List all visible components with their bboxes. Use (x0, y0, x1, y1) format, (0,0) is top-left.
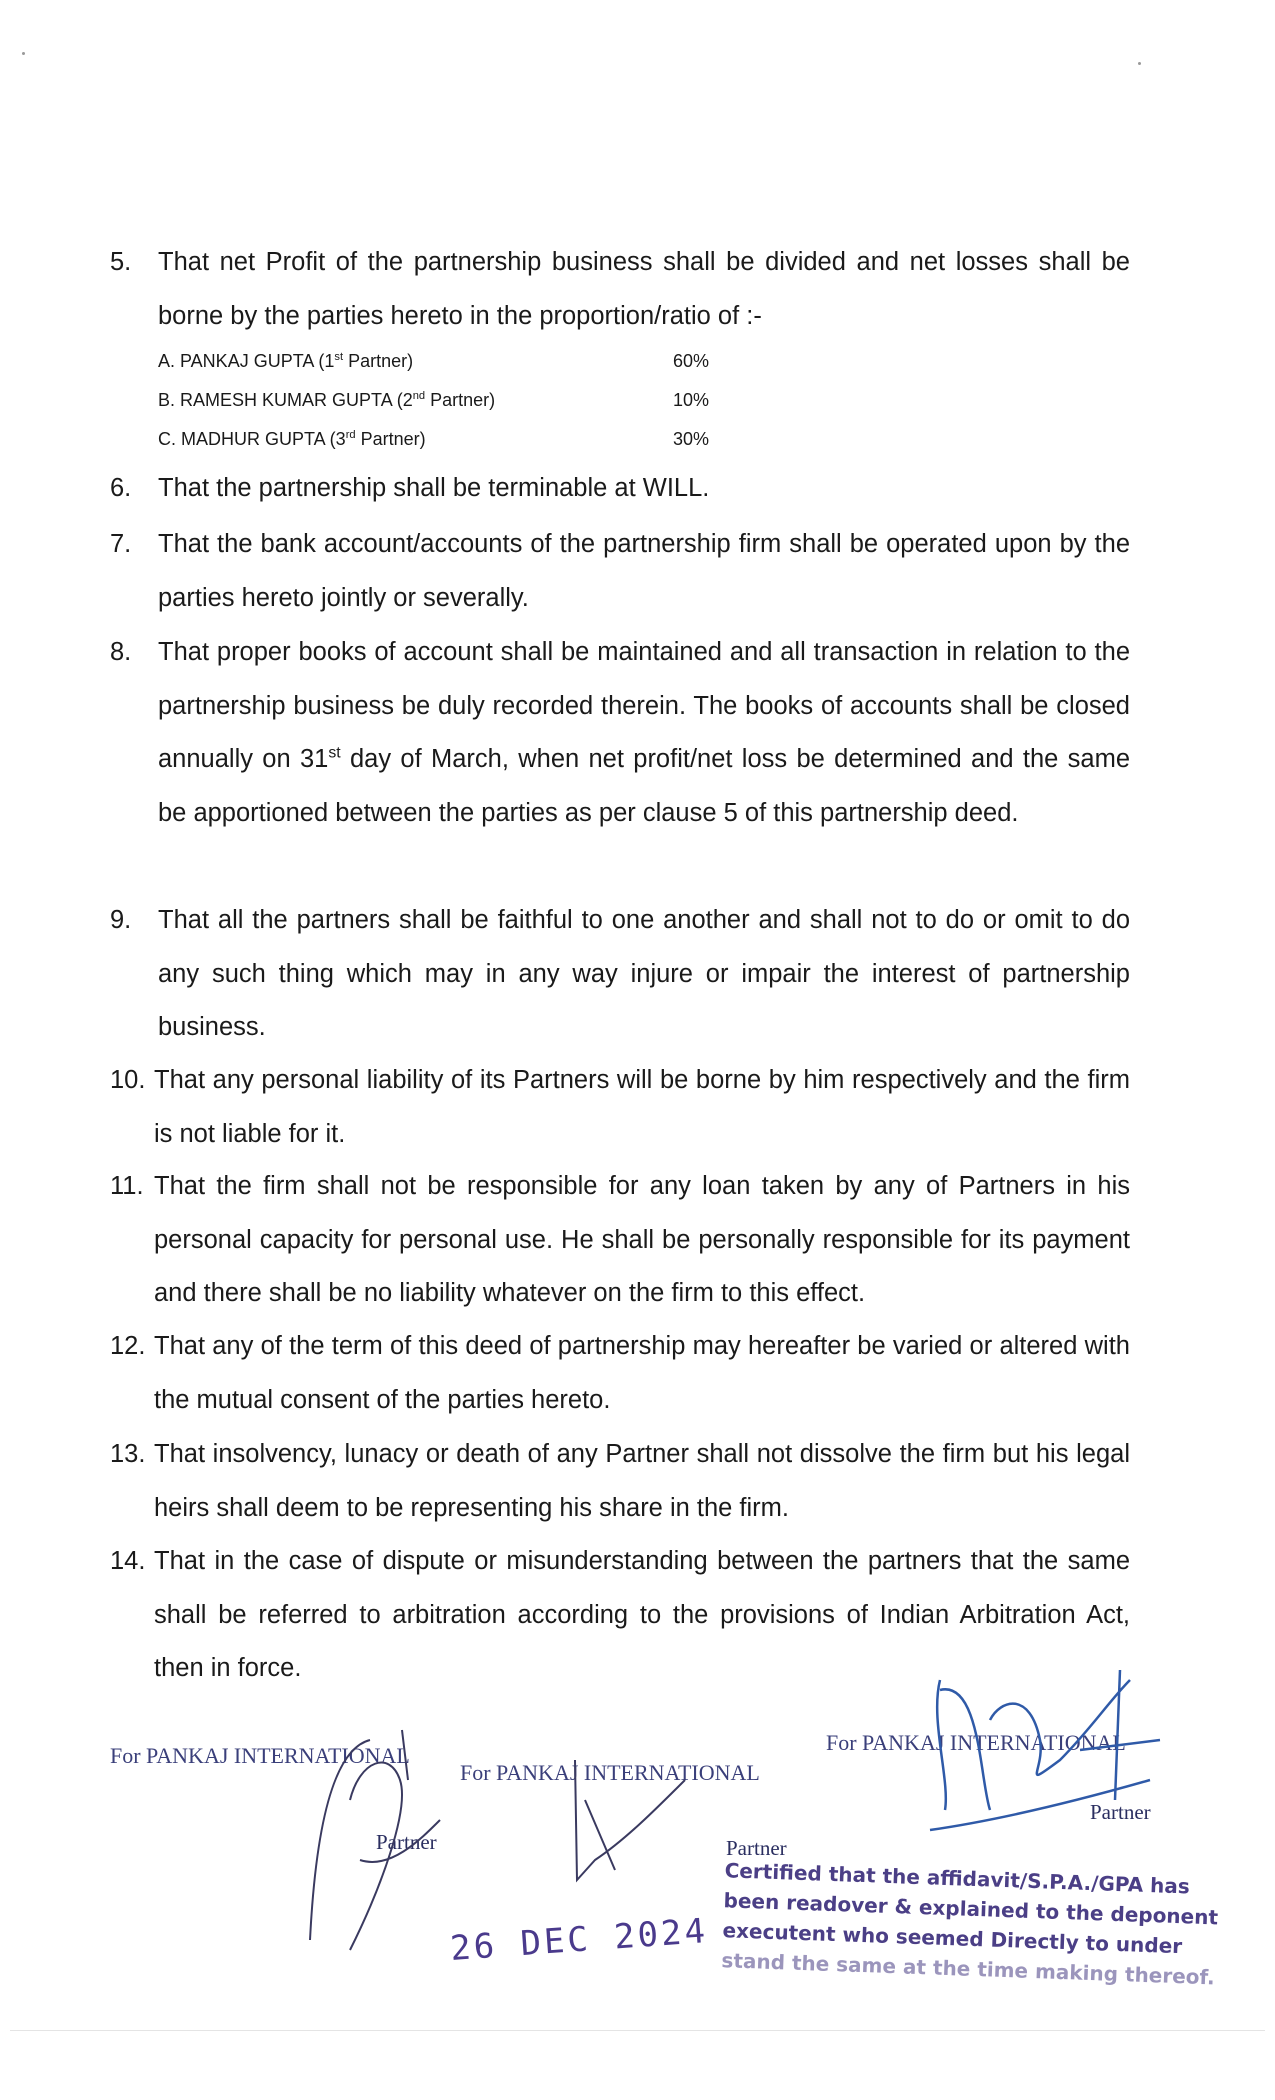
firm-stamp-label: For PANKAJ INTERNATIONAL (110, 1743, 410, 1768)
clause-text: That in the case of dispute or misunderstanding between the partners that the same shall be referred to arbitration according to the provisions of Indian Arbitration Act, then in force. (154, 1547, 1130, 1682)
partner-role: Partner) (343, 351, 414, 371)
signature-partner-1 (290, 1720, 470, 1960)
clause-10 (110, 1054, 1130, 1161)
cert-line: been readover & explained to the deponent (723, 1888, 1219, 1930)
clause-13 (110, 1428, 1130, 1535)
share-percent: 60% (673, 351, 710, 371)
clause-6 (110, 462, 1130, 516)
clause-number: 12. (110, 1332, 146, 1360)
clause-number: 9. (110, 906, 132, 934)
clause-text: That net Profit of the partnership business shall be divided and net losses shall be borne by the parties hereto in the proportion/ratio of :- (158, 248, 1130, 330)
clause-number: 5. (110, 248, 132, 276)
partner-label: Partner (376, 1830, 437, 1854)
clause-number: 7. (110, 530, 132, 558)
cert-line: stand the same at the time making thereof. (721, 1948, 1216, 1990)
stamp-date: 26 DEC 2024 (448, 1911, 710, 1969)
clause-8 (110, 626, 1130, 840)
ordinal-suffix: st (328, 744, 341, 762)
cert-line: Certified that the affidavit/S.P.A./GPA has (724, 1858, 1191, 1899)
scan-speck (22, 52, 25, 55)
partner-name: C. MADHUR GUPTA (3 (158, 429, 346, 449)
share-row-pankaj (158, 346, 718, 376)
partner-role: Partner) (355, 429, 426, 449)
certification-stamp (721, 1855, 1219, 1990)
ordinal-suffix: nd (412, 390, 426, 402)
clause-12 (110, 1320, 1130, 1427)
clause-number: 10. (110, 1066, 146, 1094)
clause-number: 14. (110, 1547, 146, 1575)
share-row-ramesh (158, 385, 718, 415)
clause-text: That any personal liability of its Partners will be borne by him respectively and the firm is not liable for it. (154, 1066, 1130, 1148)
clause-11 (110, 1160, 1130, 1321)
clause-number: 13. (110, 1440, 146, 1468)
clause-text: That any of the term of this deed of partnership may hereafter be varied or altered with the mutual consent of the parties hereto. (154, 1332, 1130, 1414)
partner-role: Partner) (425, 390, 496, 410)
partner-name: A. PANKAJ GUPTA (1 (158, 351, 335, 371)
share-row-madhur (158, 424, 718, 454)
firm-stamp-label: For PANKAJ INTERNATIONAL (460, 1760, 760, 1785)
ordinal-suffix: st (334, 351, 344, 363)
clause-text: That insolvency, lunacy or death of any Partner shall not dissolve the firm but his legal heirs shall deem to be representing his share in the firm. (154, 1440, 1130, 1522)
cert-line: executent who seemed Directly to under (722, 1918, 1183, 1959)
partner-name: B. RAMESH KUMAR GUPTA (2 (158, 390, 413, 410)
clause-text: That the bank account/accounts of the partnership firm shall be operated upon by the parties hereto jointly or severally. (158, 530, 1130, 612)
clause-5 (110, 236, 1130, 343)
clause-text: That all the partners shall be faithful to one another and shall not to do or omit to do any such thing which may in any way injure or impair the interest of partnership business. (158, 906, 1130, 1041)
clause-text: That the firm shall not be responsible for any loan taken by any of Partners in his personal capacity for personal use. He shall be personally responsible for its payment and there shall be no liability whatever on the firm to this effect. (154, 1172, 1130, 1307)
partner-label: Partner (1090, 1800, 1151, 1824)
clause-9 (110, 894, 1130, 1055)
signature-partner-2 (555, 1740, 695, 1890)
clause-text: That proper books of account shall be maintained and all transaction in relation to the partnership business be duly recorded therein. The books of accounts shall be closed annually on 31st day of March, when net profit/net loss be determined and the same be apportioned between the parties as per clause 5 of this partnership deed. (158, 638, 1130, 827)
scan-speck (1138, 62, 1141, 65)
partner-label: Partner (726, 1836, 787, 1860)
page-bottom-edge (10, 2030, 1265, 2031)
share-percent: 10% (673, 390, 710, 410)
clause-7 (110, 518, 1130, 625)
share-percent: 30% (673, 429, 710, 449)
ordinal-suffix: rd (345, 429, 356, 441)
firm-stamp-label: For PANKAJ INTERNATIONAL (826, 1730, 1126, 1755)
clause-number: 11. (110, 1172, 144, 1200)
clause-number: 8. (110, 638, 132, 666)
clause-number: 6. (110, 474, 132, 502)
clause-text: That the partnership shall be terminable at WILL. (158, 474, 710, 502)
